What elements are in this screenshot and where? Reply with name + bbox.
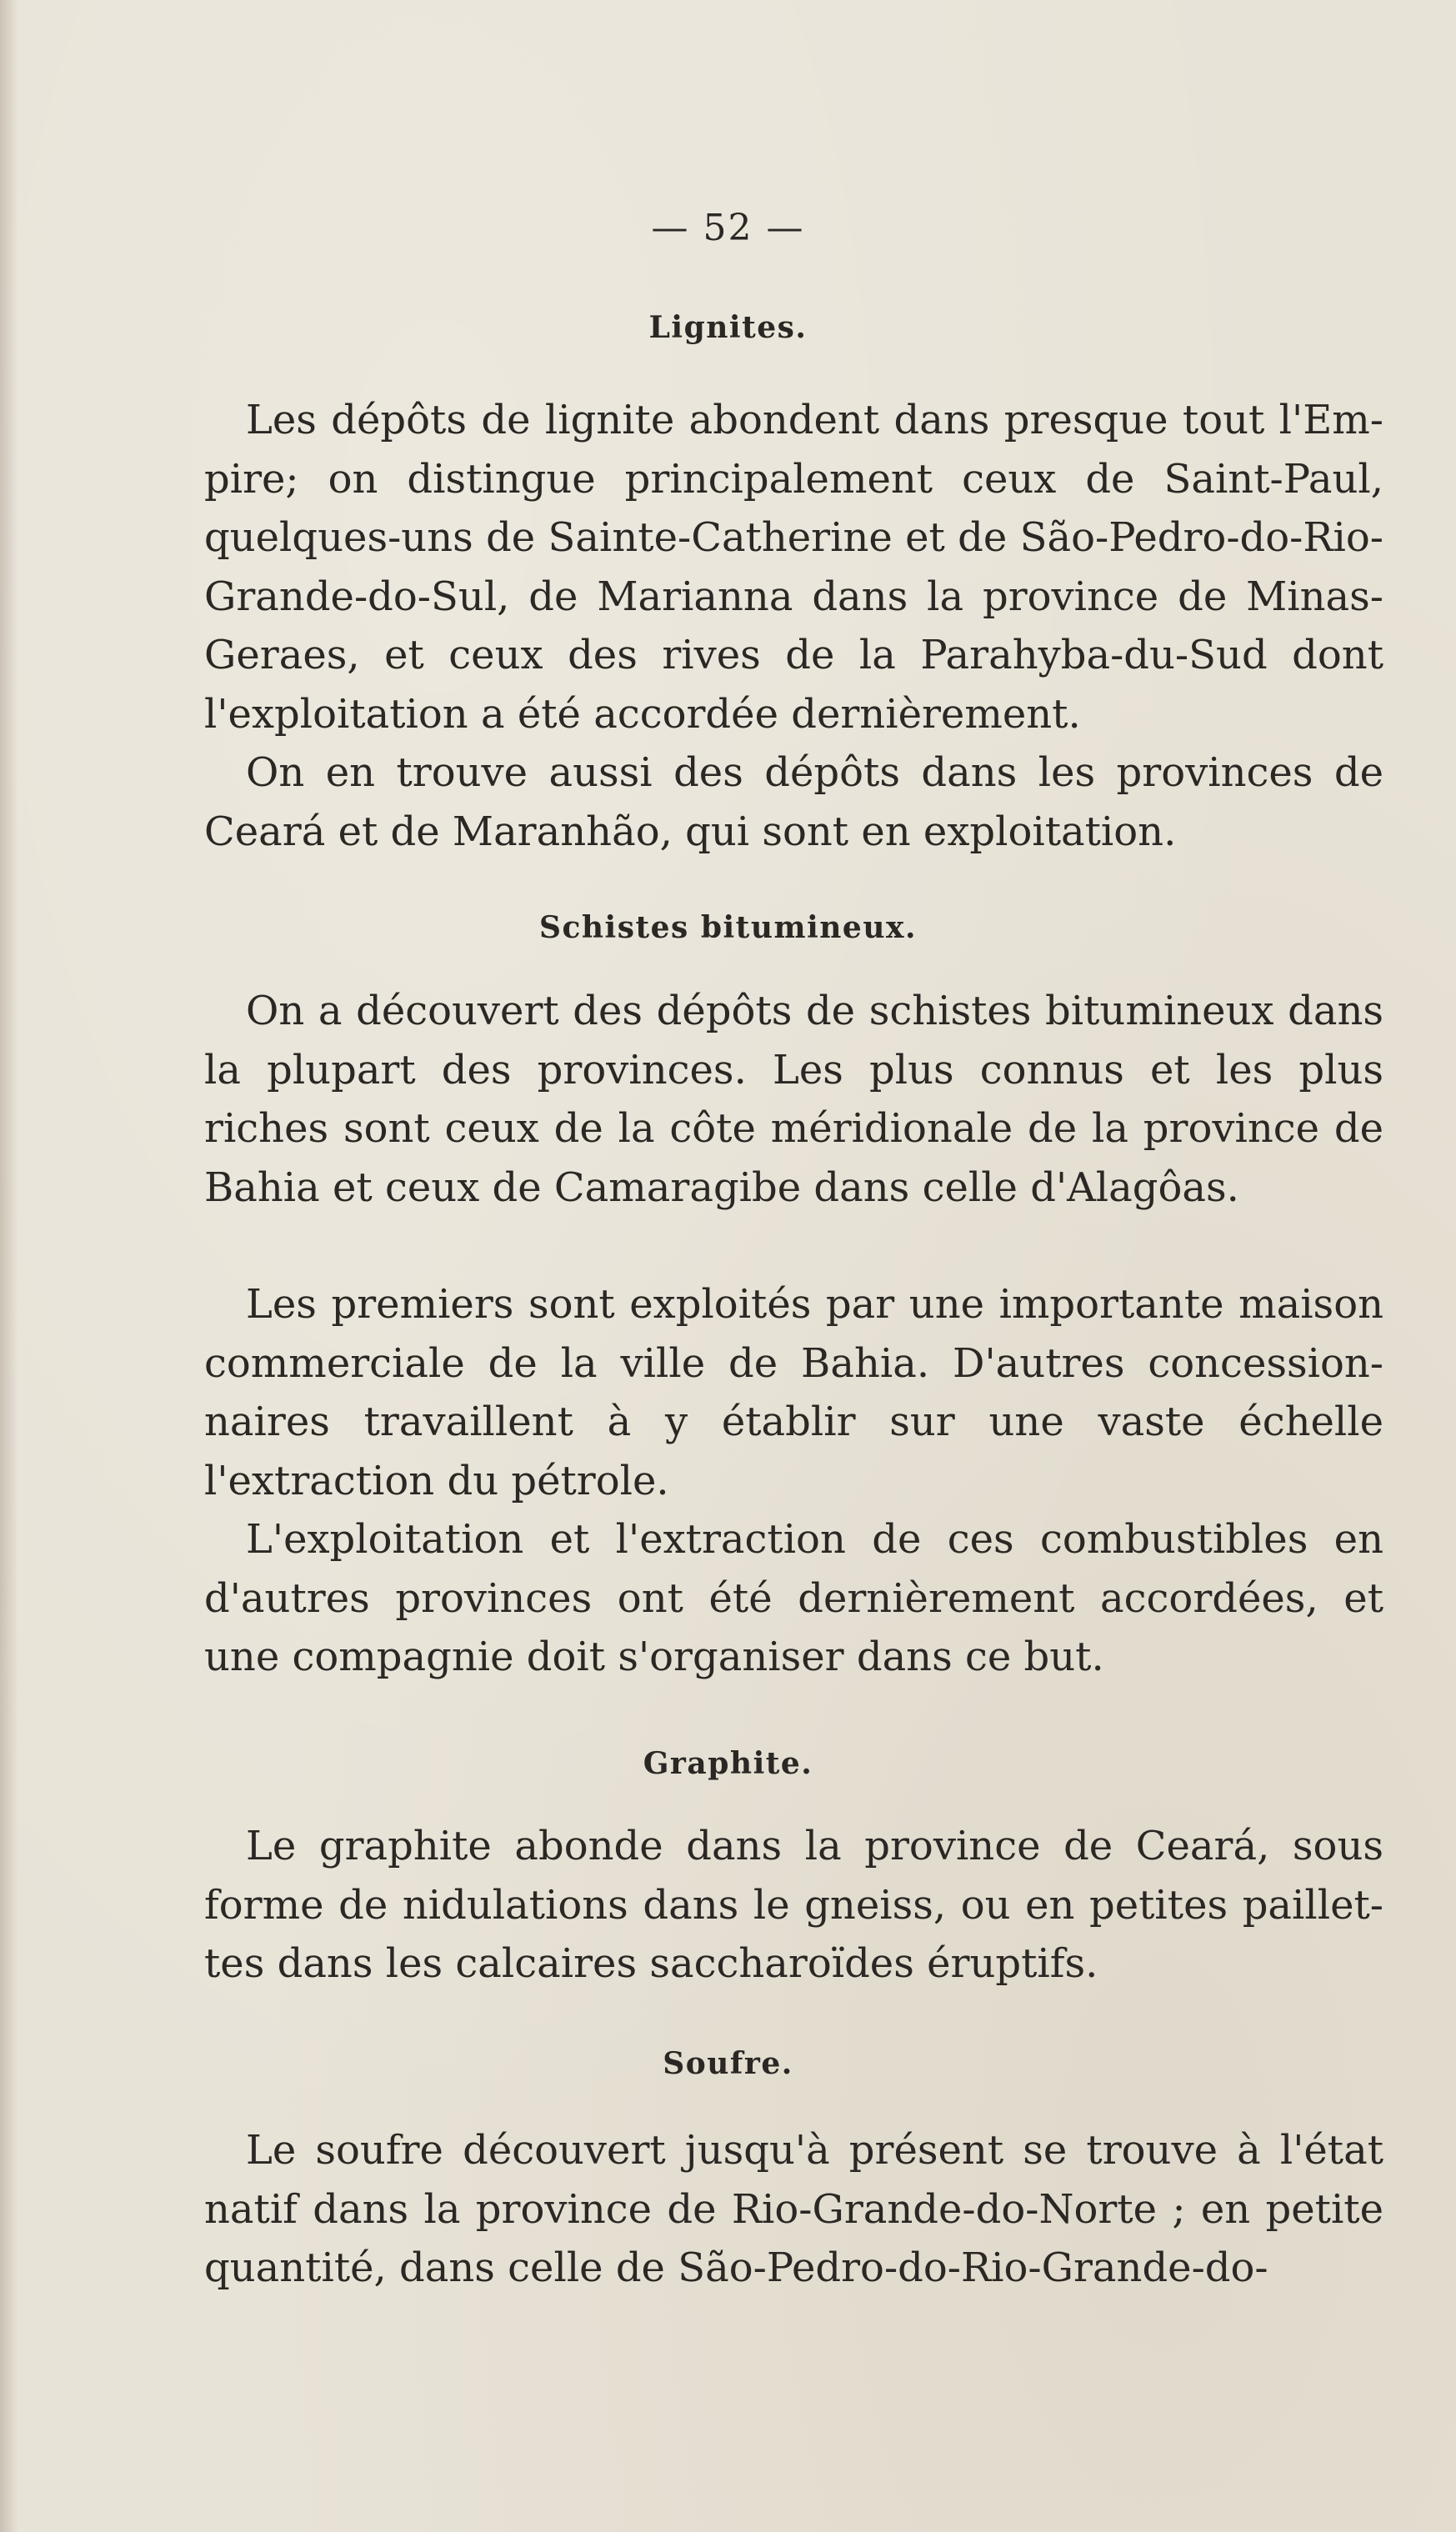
- section-heading-soufre: Soufre.: [663, 2046, 793, 2081]
- paragraph-schistes-2: Les premiers sont exploités par une importante maison commerciale de la ville de Bahia. D'autres concession-naires travaillent à y établir sur une vaste échelle l'extraction du pétrole.: [204, 1281, 1383, 1504]
- paragraph-soufre-1: Le soufre découvert jusqu'à présent se trouve à l'état natif dans la province de Rio-Grande-do-Norte ; en petite quantité, dans celle de São-Pedro-do-Rio-Grande-do-: [204, 2127, 1383, 2291]
- section-heading-schistes: Schistes bitumineux.: [538, 910, 918, 945]
- page-number: — 52 —: [651, 207, 805, 249]
- paragraph-schistes-3: L'exploitation et l'extraction de ces combustibles en d'autres provinces ont été dernièrement accordées, et une compagnie doit s'organiser dans ce but.: [204, 1516, 1383, 1680]
- paragraph-lignites-2: On en trouve aussi des dépôts dans les provinces de Ceará et de Maranhão, qui sont en exploitation.: [204, 749, 1383, 855]
- paragraph-graphite-1: Le graphite abonde dans la province de Ceará, sous forme de nidulations dans le gneiss, ou en petites paillet-tes dans les calcaires saccharoïdes éruptifs.: [204, 1823, 1383, 1987]
- section-heading-lignites: Lignites.: [648, 310, 808, 345]
- paragraph-schistes-1: On a découvert des dépôts de schistes bitumineux dans la plupart des provinces. Les plus connus et les plus riches sont ceux de la côte méridionale de la province de Bahia et ceux de Camaragibe dans celle d'Alagôas.: [204, 988, 1383, 1211]
- page-spine-shadow: [0, 0, 18, 2532]
- section-heading-graphite: Graphite.: [643, 1746, 813, 1781]
- paragraph-lignites-1: Les dépôts de lignite abondent dans presque tout l'Em-pire; on distingue principalement ceux de Saint-Paul, quelques-uns de Sainte-Catherine et de São-Pedro-do-Rio-Grande-do-Sul, de Marianna dans la province de Minas-Geraes, et ceux des rives de la Parahyba-du-Sud dont l'exploitation a été accordée dernièrement.: [204, 397, 1383, 738]
